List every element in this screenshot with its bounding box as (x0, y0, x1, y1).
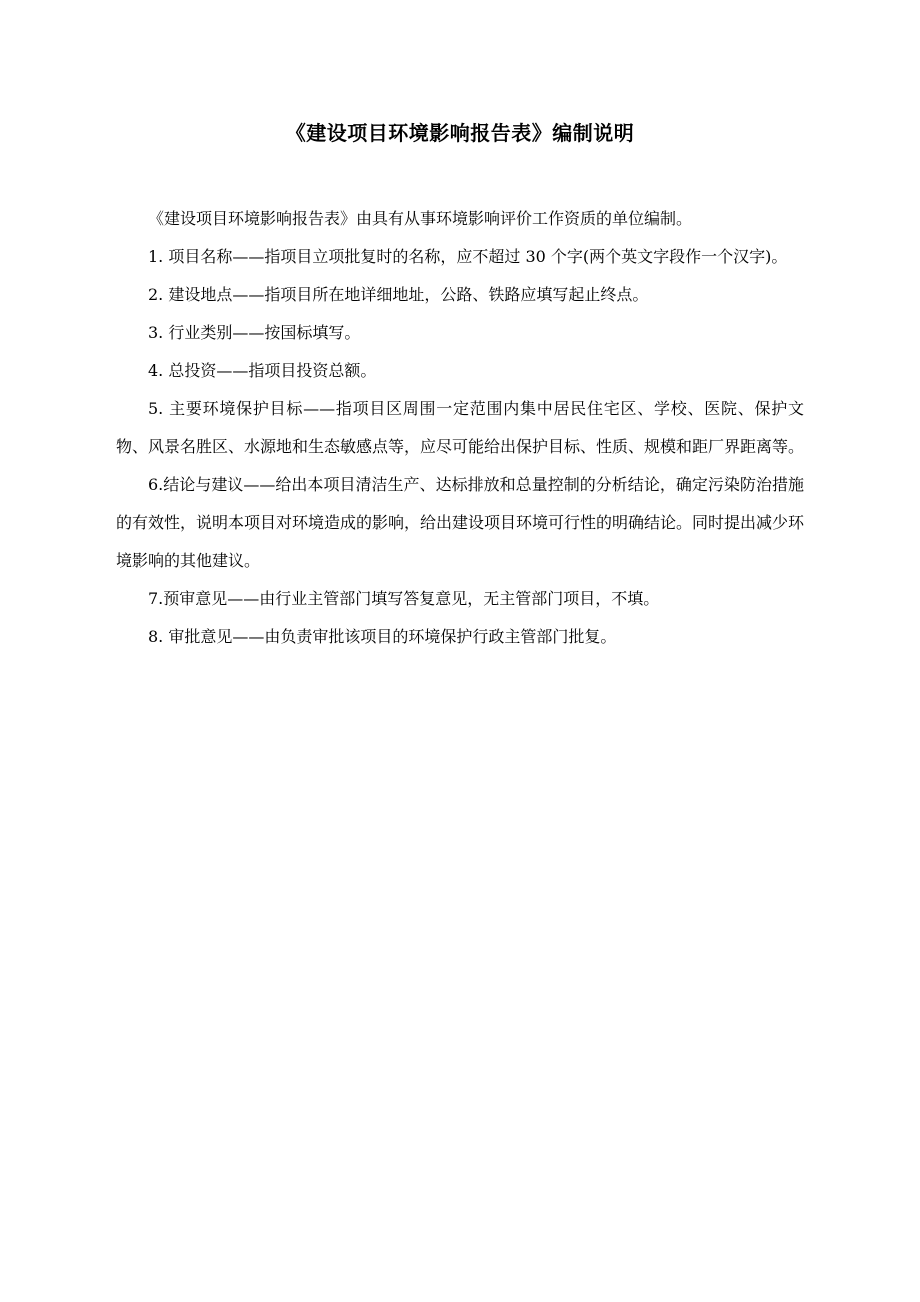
document-title: 《建设项目环境影响报告表》编制说明 (285, 121, 635, 145)
item-industry-category: 3. 行业类别——按国标填写。 (148, 323, 361, 342)
item-conclusions: 6.结论与建议——给出本项目清洁生产、达标排放和总量控制的分析结论，确定污染防治措施的有效性，说明本项目对环境造成的影响，给出建设项目环境可行性的明确结论。同时提出减少环境影响的其他建议。 (116, 475, 805, 570)
document-body (116, 200, 804, 656)
item-protection-targets: 5. 主要环境保护目标——指项目区周围一定范围内集中居民住宅区、学校、医院、保护文物、风景名胜区、水源地和生态敏感点等，应尽可能给出保护目标、性质、规模和距厂界距离等。 (116, 399, 805, 456)
intro-paragraph: 《建设项目环境影响报告表》由具有从事环境影响评价工作资质的单位编制。 (148, 209, 693, 228)
item-construction-site: 2. 建设地点——指项目所在地详细地址，公路、铁路应填写起止终点。 (148, 285, 649, 304)
item-pre-review-opinion: 7.预审意见——由行业主管部门填写答复意见，无主管部门项目，不填。 (148, 589, 660, 608)
item-approval-opinion: 8. 审批意见——由负责审批该项目的环境保护行政主管部门批复。 (148, 627, 617, 646)
item-total-investment: 4. 总投资——指项目投资总额。 (148, 361, 377, 380)
item-project-name: 1. 项目名称——指项目立项批复时的名称，应不超过 30 个字(两个英文字段作一个汉字)。 (148, 247, 788, 266)
